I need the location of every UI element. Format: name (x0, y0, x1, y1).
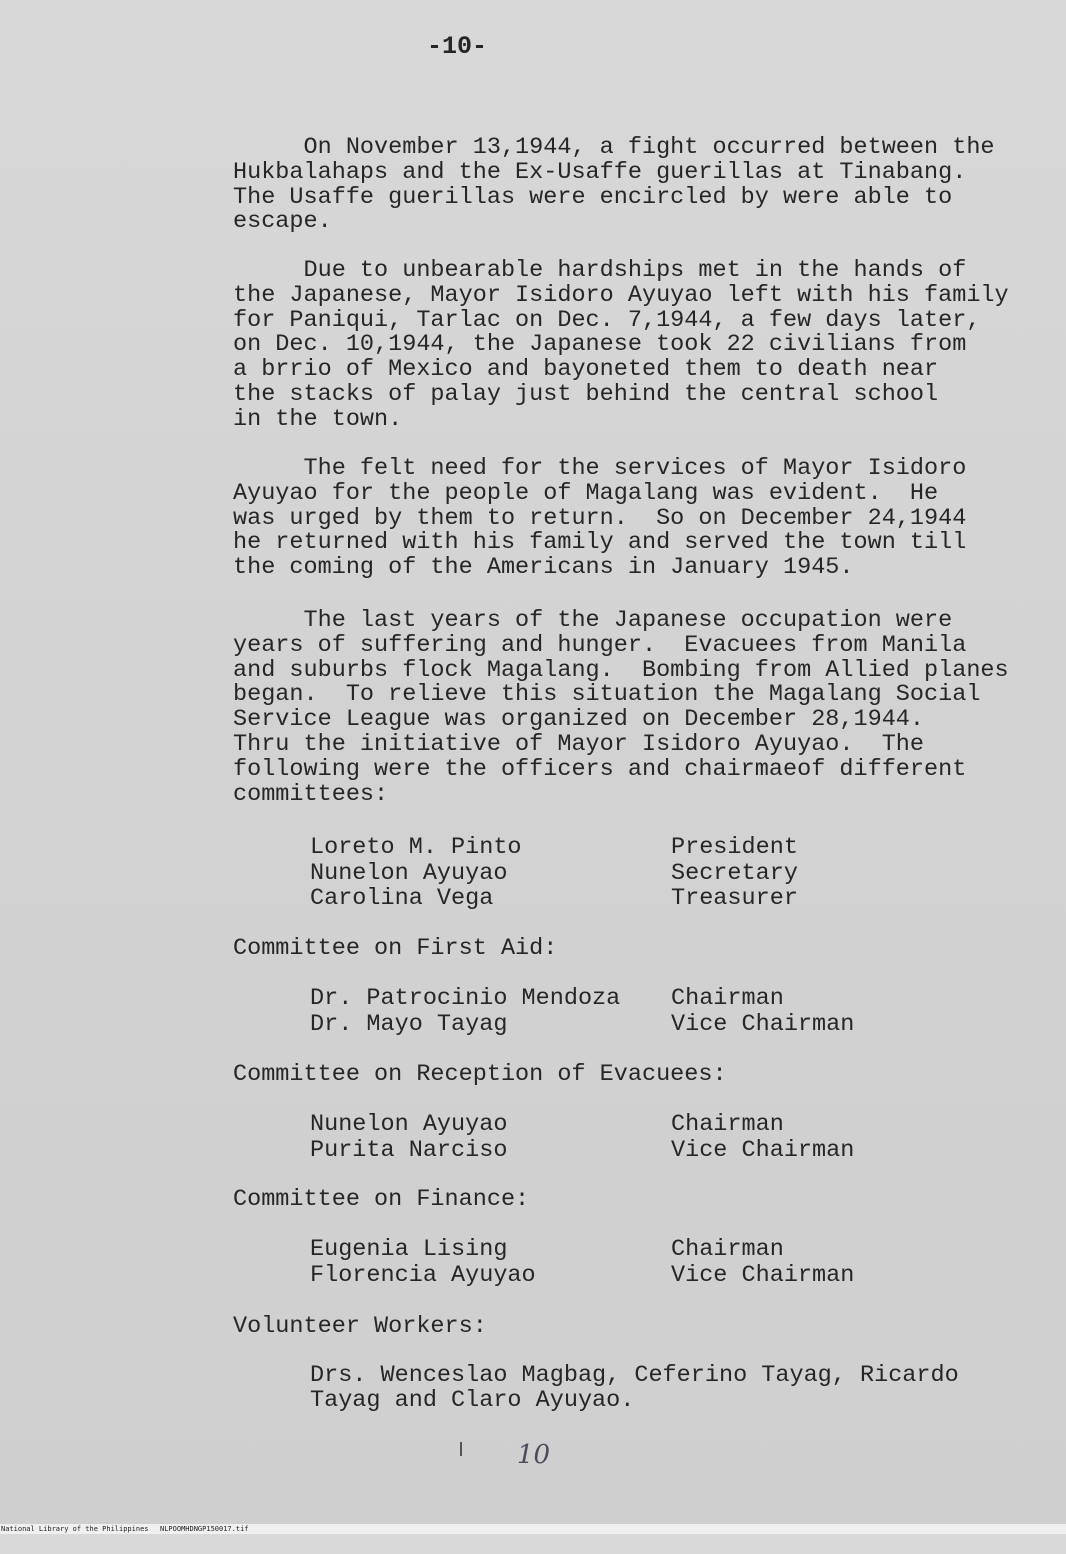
member-name: Purita Narciso (310, 1136, 508, 1164)
member-role: Chairman (671, 1111, 784, 1138)
scan-footer (0, 1524, 1066, 1534)
member-name: Dr. Patrocinio Mendoza (310, 985, 621, 1012)
member-name: Eugenia Lising (310, 1236, 508, 1263)
officer-name: Carolina Vega (310, 885, 494, 912)
member-role: Vice Chairman (671, 1136, 855, 1164)
member-row (310, 1012, 971, 1038)
member-name: Florencia Ayuyao (310, 1261, 536, 1289)
committee-first-aid-heading: Committee on First Aid: (233, 935, 558, 962)
paragraph-tinabang-fight: On November 13,1944, a fight occurred between the Hukbalahaps and the Ex-Usaffe guerillas at Tinabang. The Usaffe guerillas were encircled by were able to escape. (233, 134, 995, 236)
member-row (310, 1112, 971, 1138)
officer-role: Treasurer (671, 885, 798, 912)
officers-table (310, 835, 971, 912)
scan-filename: NLPOOMHDNGP150017.tif (160, 1525, 249, 1533)
officer-role: Secretary (671, 859, 798, 887)
paragraph-mayor-departure: Due to unbearable hardships met in the hands of the Japanese, Mayor Isidoro Ayuyao left with his family for Paniqui, Tarlac on Dec. 7,1944, a few days later, on Dec. 10,1944, the Japanese took 22 civilians from a brrio of Mexico and bayoneted them to death near the stacks of palay just behind the central school in the town. (233, 257, 1009, 433)
committee-first-aid-members (310, 986, 971, 1037)
member-role: Vice Chairman (671, 1261, 855, 1289)
member-row (310, 986, 971, 1012)
member-role: Chairman (671, 1236, 784, 1263)
member-name: Nunelon Ayuyao (310, 1111, 508, 1138)
member-role: Chairman (671, 985, 784, 1012)
paragraph-social-service-league: The last years of the Japanese occupation were years of suffering and hunger. Evacuees from Manila and suburbs flock Magalang. Bombing from Allied planes began. To relieve this situation the Magalang Social Service League was organized on December 28,1944. Thru the initiative of Mayor Isidoro Ayuyao. The following were the officers and chairmaeof different committees: (233, 607, 1009, 808)
officer-name: Loreto M. Pinto (310, 834, 522, 861)
officer-role: President (671, 834, 798, 861)
member-row (310, 1138, 971, 1164)
officer-row (310, 861, 971, 887)
member-row (310, 1263, 971, 1289)
page-number: -10- (427, 32, 488, 61)
library-credit: National Library of the Philippines (1, 1525, 149, 1533)
officer-row (310, 886, 971, 912)
officer-name: Nunelon Ayuyao (310, 859, 508, 887)
committee-reception-members (310, 1112, 971, 1163)
handwritten-page-number: 10 (517, 1440, 551, 1470)
member-row (310, 1237, 971, 1263)
committee-finance-members (310, 1237, 971, 1288)
volunteer-workers-list: Drs. Wenceslao Magbag, Ceferino Tayag, Ricardo Tayag and Claro Ayuyao. (310, 1362, 959, 1414)
pencil-tick-mark (460, 1442, 462, 1456)
officer-row (310, 835, 971, 861)
volunteer-workers-heading: Volunteer Workers: (233, 1313, 487, 1340)
committee-reception-heading: Committee on Reception of Evacuees: (233, 1061, 727, 1088)
member-name: Dr. Mayo Tayag (310, 1010, 508, 1038)
paragraph-mayor-return: The felt need for the services of Mayor Isidoro Ayuyao for the people of Magalang was evident. He was urged by them to return. So on December 24,1944 he returned with his family and served the town till the coming of the Americans in January 1945. (233, 455, 967, 582)
member-role: Vice Chairman (671, 1010, 855, 1038)
committee-finance-heading: Committee on Finance: (233, 1186, 530, 1213)
